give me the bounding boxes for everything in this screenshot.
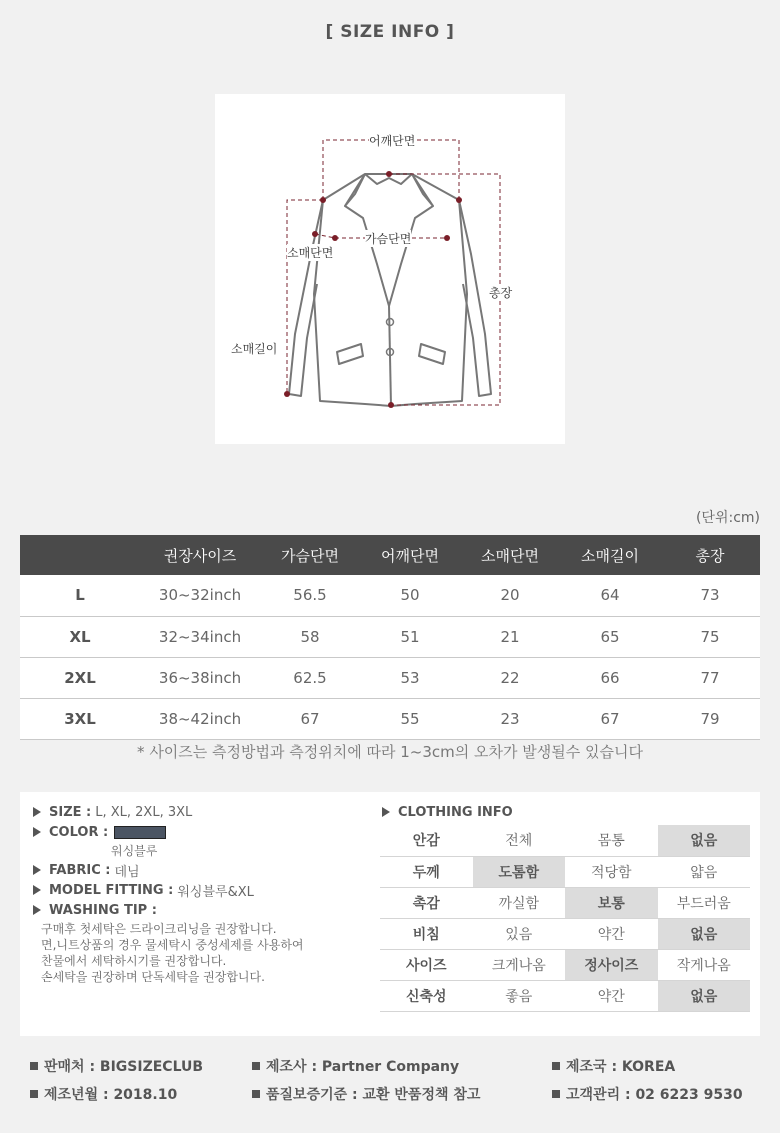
triangle-bullet-icon: [382, 807, 390, 817]
table-row: [20, 575, 760, 616]
table-cell: 38~42inch: [140, 698, 260, 739]
table-row: [20, 657, 760, 698]
washing-tips: [33, 921, 373, 985]
header-cell: 소매단면: [460, 535, 560, 575]
footer-country-text: 제조국 : KOREA: [566, 1059, 676, 1075]
chest-label: 가슴단면: [365, 232, 412, 246]
clothing-info-row: [380, 856, 750, 887]
clothing-attr-label: 신축성: [380, 980, 473, 1011]
clothing-option-selected: 없음: [658, 918, 751, 949]
square-bullet-icon: [30, 1090, 38, 1098]
footer-date: [30, 1084, 177, 1104]
table-row: [20, 616, 760, 657]
footer-cs: [552, 1084, 743, 1104]
model-info-row: [33, 880, 373, 900]
header-cell: 총장: [660, 535, 760, 575]
table-cell: 32~34inch: [140, 616, 260, 657]
triangle-bullet-icon: [33, 827, 41, 837]
footer-warranty-text: 품질보증기준 : 교환 반품정책 참고: [266, 1087, 481, 1103]
footer-maker: [252, 1056, 459, 1076]
header-cell: 어깨단면: [360, 535, 460, 575]
cuff-label: 소매단면: [287, 246, 334, 260]
clothing-info-title: [382, 802, 513, 822]
clothing-info-row: [380, 887, 750, 918]
size-label: 3XL: [20, 698, 140, 739]
clothing-info-table: [380, 825, 750, 1012]
model-info-label: MODEL FITTING :: [49, 882, 174, 898]
clothing-option-selected: 도톰함: [473, 856, 566, 887]
jacket-diagram: [215, 94, 565, 444]
table-cell: 53: [360, 657, 460, 698]
size-info-value: L, XL, 2XL, 3XL: [95, 804, 193, 820]
footer-warranty: [252, 1084, 480, 1104]
clothing-option: 작게나옴: [658, 949, 751, 980]
washing-tip-line: 구매후 첫세탁은 드라이크리닝을 권장합니다.: [41, 922, 277, 936]
fabric-info-row: [33, 860, 373, 880]
size-label: L: [20, 575, 140, 616]
table-cell: 23: [460, 698, 560, 739]
clothing-option: 전체: [473, 825, 566, 856]
table-cell: 55: [360, 698, 460, 739]
size-info-title: [ SIZE INFO ]: [325, 22, 455, 42]
footer-cs-text: 고객관리 : 02 6223 9530: [566, 1087, 743, 1103]
header-cell: [20, 535, 140, 575]
table-row: [20, 698, 760, 739]
color-swatch: [114, 826, 166, 839]
footer-seller: [30, 1056, 203, 1076]
washing-tip-line: 손세탁을 권장하며 단독세탁을 권장합니다.: [41, 970, 265, 984]
clothing-info-row: [380, 825, 750, 856]
footer-country: [552, 1056, 675, 1076]
table-cell: 30~32inch: [140, 575, 260, 616]
clothing-option: 부드러움: [658, 887, 751, 918]
triangle-bullet-icon: [33, 905, 41, 915]
size-table: [20, 535, 760, 740]
square-bullet-icon: [30, 1062, 38, 1070]
clothing-option-selected: 없음: [658, 825, 751, 856]
square-bullet-icon: [552, 1090, 560, 1098]
color-info-row: [33, 822, 373, 842]
triangle-bullet-icon: [33, 865, 41, 875]
triangle-bullet-icon: [33, 885, 41, 895]
table-cell: 20: [460, 575, 560, 616]
header-cell: 가슴단면: [260, 535, 360, 575]
clothing-attr-label: 비침: [380, 918, 473, 949]
clothing-option: 까실함: [473, 887, 566, 918]
square-bullet-icon: [552, 1062, 560, 1070]
size-info-label: SIZE :: [49, 804, 92, 820]
clothing-option: 약간: [565, 918, 658, 949]
clothing-info-row: [380, 980, 750, 1011]
clothing-option: 있음: [473, 918, 566, 949]
size-info-row: [33, 802, 373, 822]
clothing-option: 크게나옴: [473, 949, 566, 980]
washing-info-label: WASHING TIP :: [49, 902, 157, 918]
table-cell: 62.5: [260, 657, 360, 698]
header-cell: 소매길이: [560, 535, 660, 575]
length-label: 총장: [489, 286, 513, 300]
table-cell: 73: [660, 575, 760, 616]
footer-date-text: 제조년월 : 2018.10: [44, 1087, 178, 1103]
clothing-info-row: [380, 949, 750, 980]
table-cell: 66: [560, 657, 660, 698]
clothing-info-row: [380, 918, 750, 949]
table-cell: 50: [360, 575, 460, 616]
table-cell: 75: [660, 616, 760, 657]
washing-info-row: [33, 900, 373, 920]
fabric-info-label: FABRIC :: [49, 862, 111, 878]
model-info-value: 워싱블루&XL: [177, 884, 254, 900]
clothing-option: 약간: [565, 980, 658, 1011]
fabric-info-value: 데님: [114, 864, 140, 880]
color-name: 워싱블루: [111, 844, 158, 858]
shoulder-label: 어깨단면: [369, 134, 416, 148]
clothing-option: 적당함: [565, 856, 658, 887]
washing-tip-line: 찬물에서 세탁하시기를 권장합니다.: [41, 954, 227, 968]
sleeve-length-label: 소매길이: [231, 342, 278, 356]
table-cell: 36~38inch: [140, 657, 260, 698]
product-info-panel: [20, 792, 760, 1036]
measure-note: * 사이즈는 측정방법과 측정위치에 따라 1~3cm의 오차가 발생될수 있습니다: [137, 743, 643, 761]
table-cell: 79: [660, 698, 760, 739]
square-bullet-icon: [252, 1090, 260, 1098]
clothing-attr-label: 안감: [380, 825, 473, 856]
clothing-option: 얇음: [658, 856, 751, 887]
table-cell: 58: [260, 616, 360, 657]
table-cell: 21: [460, 616, 560, 657]
size-label: XL: [20, 616, 140, 657]
color-info-label: COLOR :: [49, 824, 109, 840]
washing-tip-line: 면,니트상품의 경우 물세탁시 중성세제를 사용하여: [41, 938, 304, 952]
footer-maker-text: 제조사 : Partner Company: [266, 1059, 460, 1075]
table-cell: 64: [560, 575, 660, 616]
product-spec-list: [33, 802, 373, 985]
triangle-bullet-icon: [33, 807, 41, 817]
square-bullet-icon: [252, 1062, 260, 1070]
clothing-option: 몸통: [565, 825, 658, 856]
header-cell: 권장사이즈: [140, 535, 260, 575]
table-cell: 77: [660, 657, 760, 698]
clothing-info-label: CLOTHING INFO: [398, 804, 513, 820]
clothing-option-selected: 없음: [658, 980, 751, 1011]
unit-note: (단위:cm): [695, 510, 760, 526]
table-cell: 67: [560, 698, 660, 739]
footer-seller-text: 판매처 : BIGSIZECLUB: [44, 1059, 204, 1075]
clothing-attr-label: 두께: [380, 856, 473, 887]
size-table-header: [20, 535, 760, 575]
table-cell: 51: [360, 616, 460, 657]
size-label: 2XL: [20, 657, 140, 698]
table-cell: 67: [260, 698, 360, 739]
clothing-attr-label: 사이즈: [380, 949, 473, 980]
table-cell: 22: [460, 657, 560, 698]
clothing-attr-label: 촉감: [380, 887, 473, 918]
table-cell: 56.5: [260, 575, 360, 616]
table-cell: 65: [560, 616, 660, 657]
clothing-option-selected: 보통: [565, 887, 658, 918]
clothing-option: 좋음: [473, 980, 566, 1011]
clothing-option-selected: 정사이즈: [565, 949, 658, 980]
